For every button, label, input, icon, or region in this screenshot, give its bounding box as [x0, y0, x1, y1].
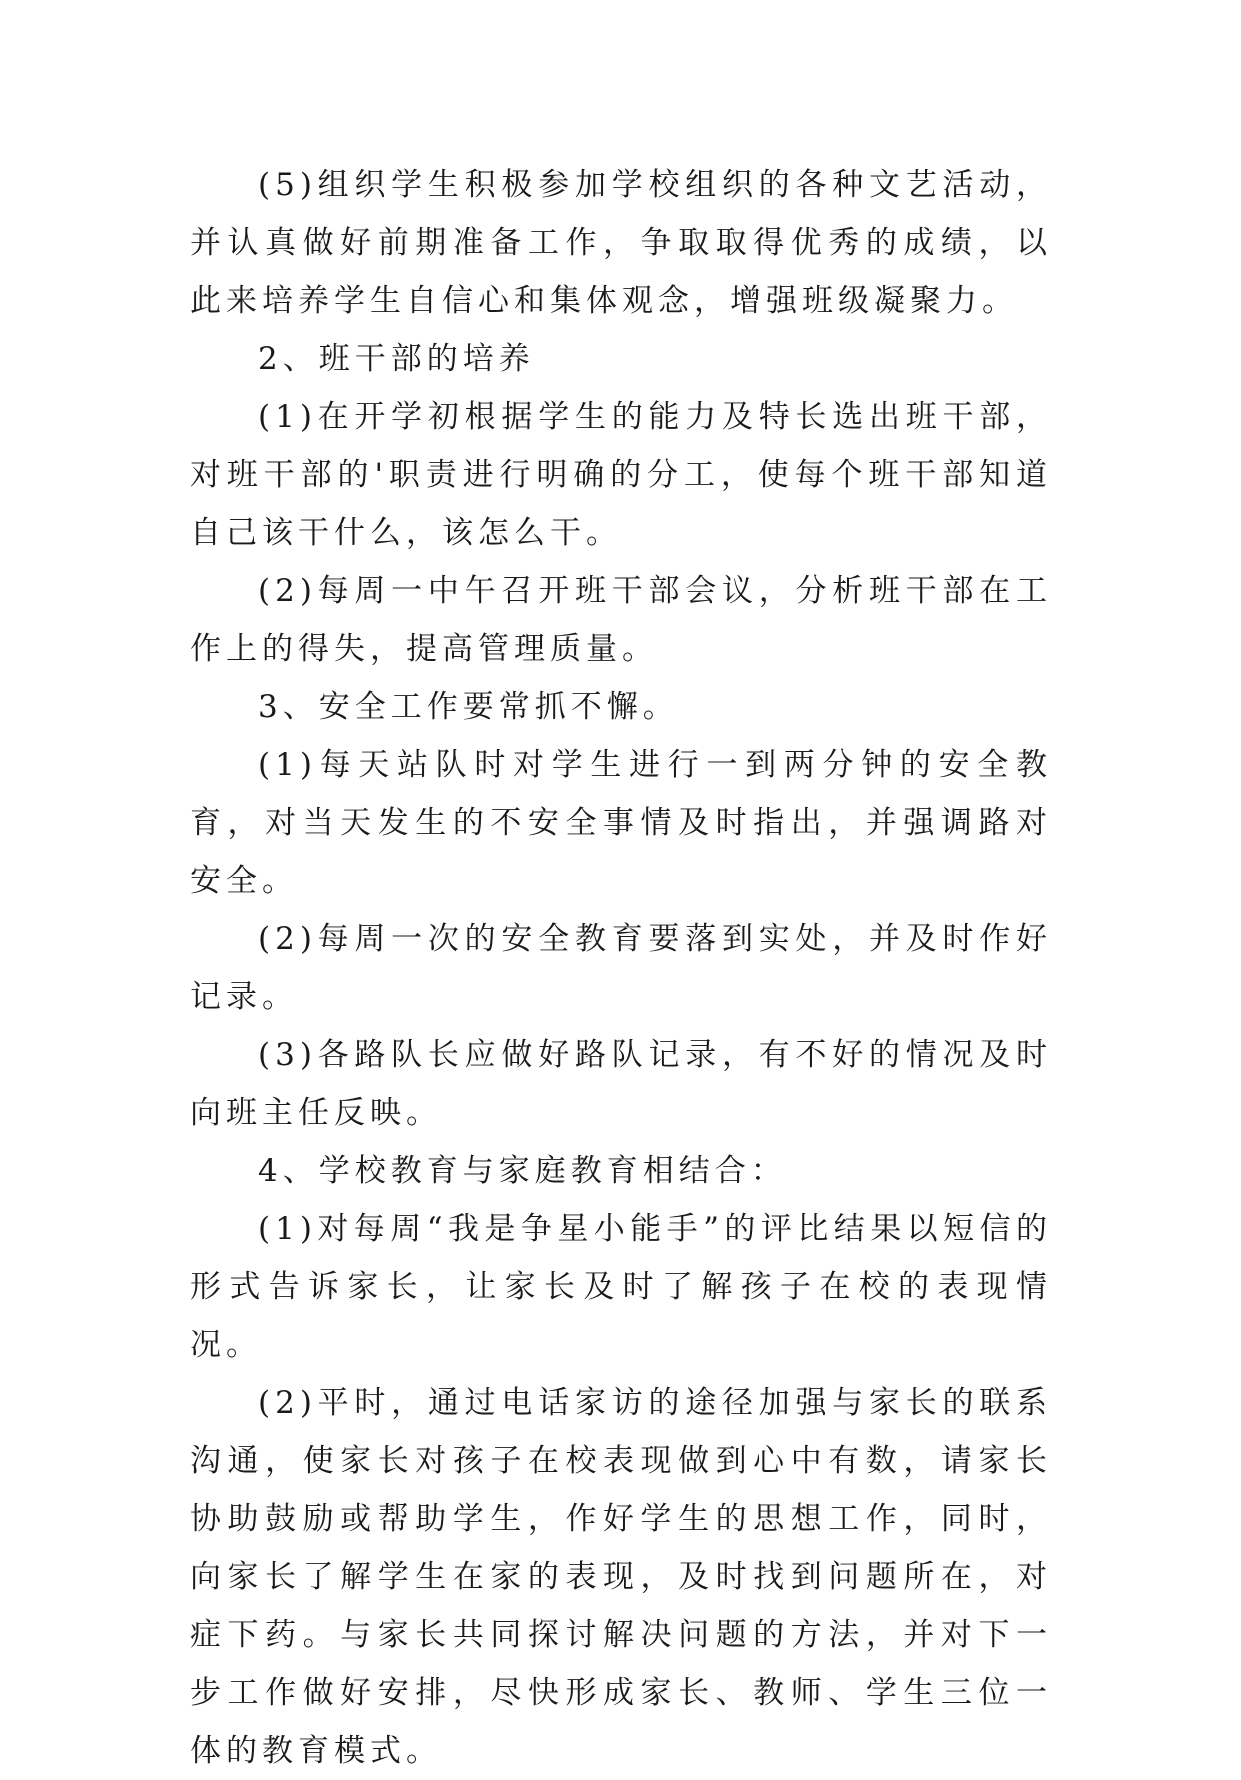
heading-school-family: 4、学校教育与家庭教育相结合： — [258, 1153, 787, 1189]
document-body — [190, 156, 1052, 1780]
paragraph-weekly-safety: (2)每周一次的安全教育要落到实处，并及时作好记录。 — [190, 921, 1052, 1015]
paragraph-cadre-selection: (1)在开学初根据学生的能力及特长选出班干部，对班干部的'职责进行明确的分工，使每个班干部知道自己该干什么，该怎么干。 — [190, 399, 1052, 551]
paragraph-daily-safety: (1)每天站队时对学生进行一到两分钟的安全教育，对当天发生的不安全事情及时指出，并强调路对安全。 — [190, 747, 1052, 899]
heading-safety-work: 3、安全工作要常抓不懈。 — [258, 689, 679, 725]
paragraph-phone-visits: (2)平时，通过电话家访的途径加强与家长的联系沟通，使家长对孩子在校表现做到心中有数，请家长协助鼓励或帮助学生，作好学生的思想工作，同时，向家长了解学生在家的表现，及时找到问题所在，对症下药。与家长共同探讨解决问题的方法，并对下一步工作做好安排，尽快形成家长、教师、学生三位一体的教育模式。 — [190, 1385, 1052, 1769]
paragraph-activities: (5)组织学生积极参加学校组织的各种文艺活动，并认真做好前期准备工作，争取取得优秀的成绩，以此来培养学生自信心和集体观念，增强班级凝聚力。 — [190, 167, 1052, 319]
heading-class-cadre-training: 2、班干部的培养 — [258, 341, 535, 377]
paragraph-sms-results: (1)对每周“我是争星小能手”的评比结果以短信的形式告诉家长，让家长及时了解孩子在校的表现情况。 — [190, 1211, 1052, 1363]
paragraph-cadre-meeting: (2)每周一中午召开班干部会议，分析班干部在工作上的得失，提高管理质量。 — [190, 573, 1052, 667]
paragraph-road-team: (3)各路队长应做好路队记录，有不好的情况及时向班主任反映。 — [190, 1037, 1052, 1131]
